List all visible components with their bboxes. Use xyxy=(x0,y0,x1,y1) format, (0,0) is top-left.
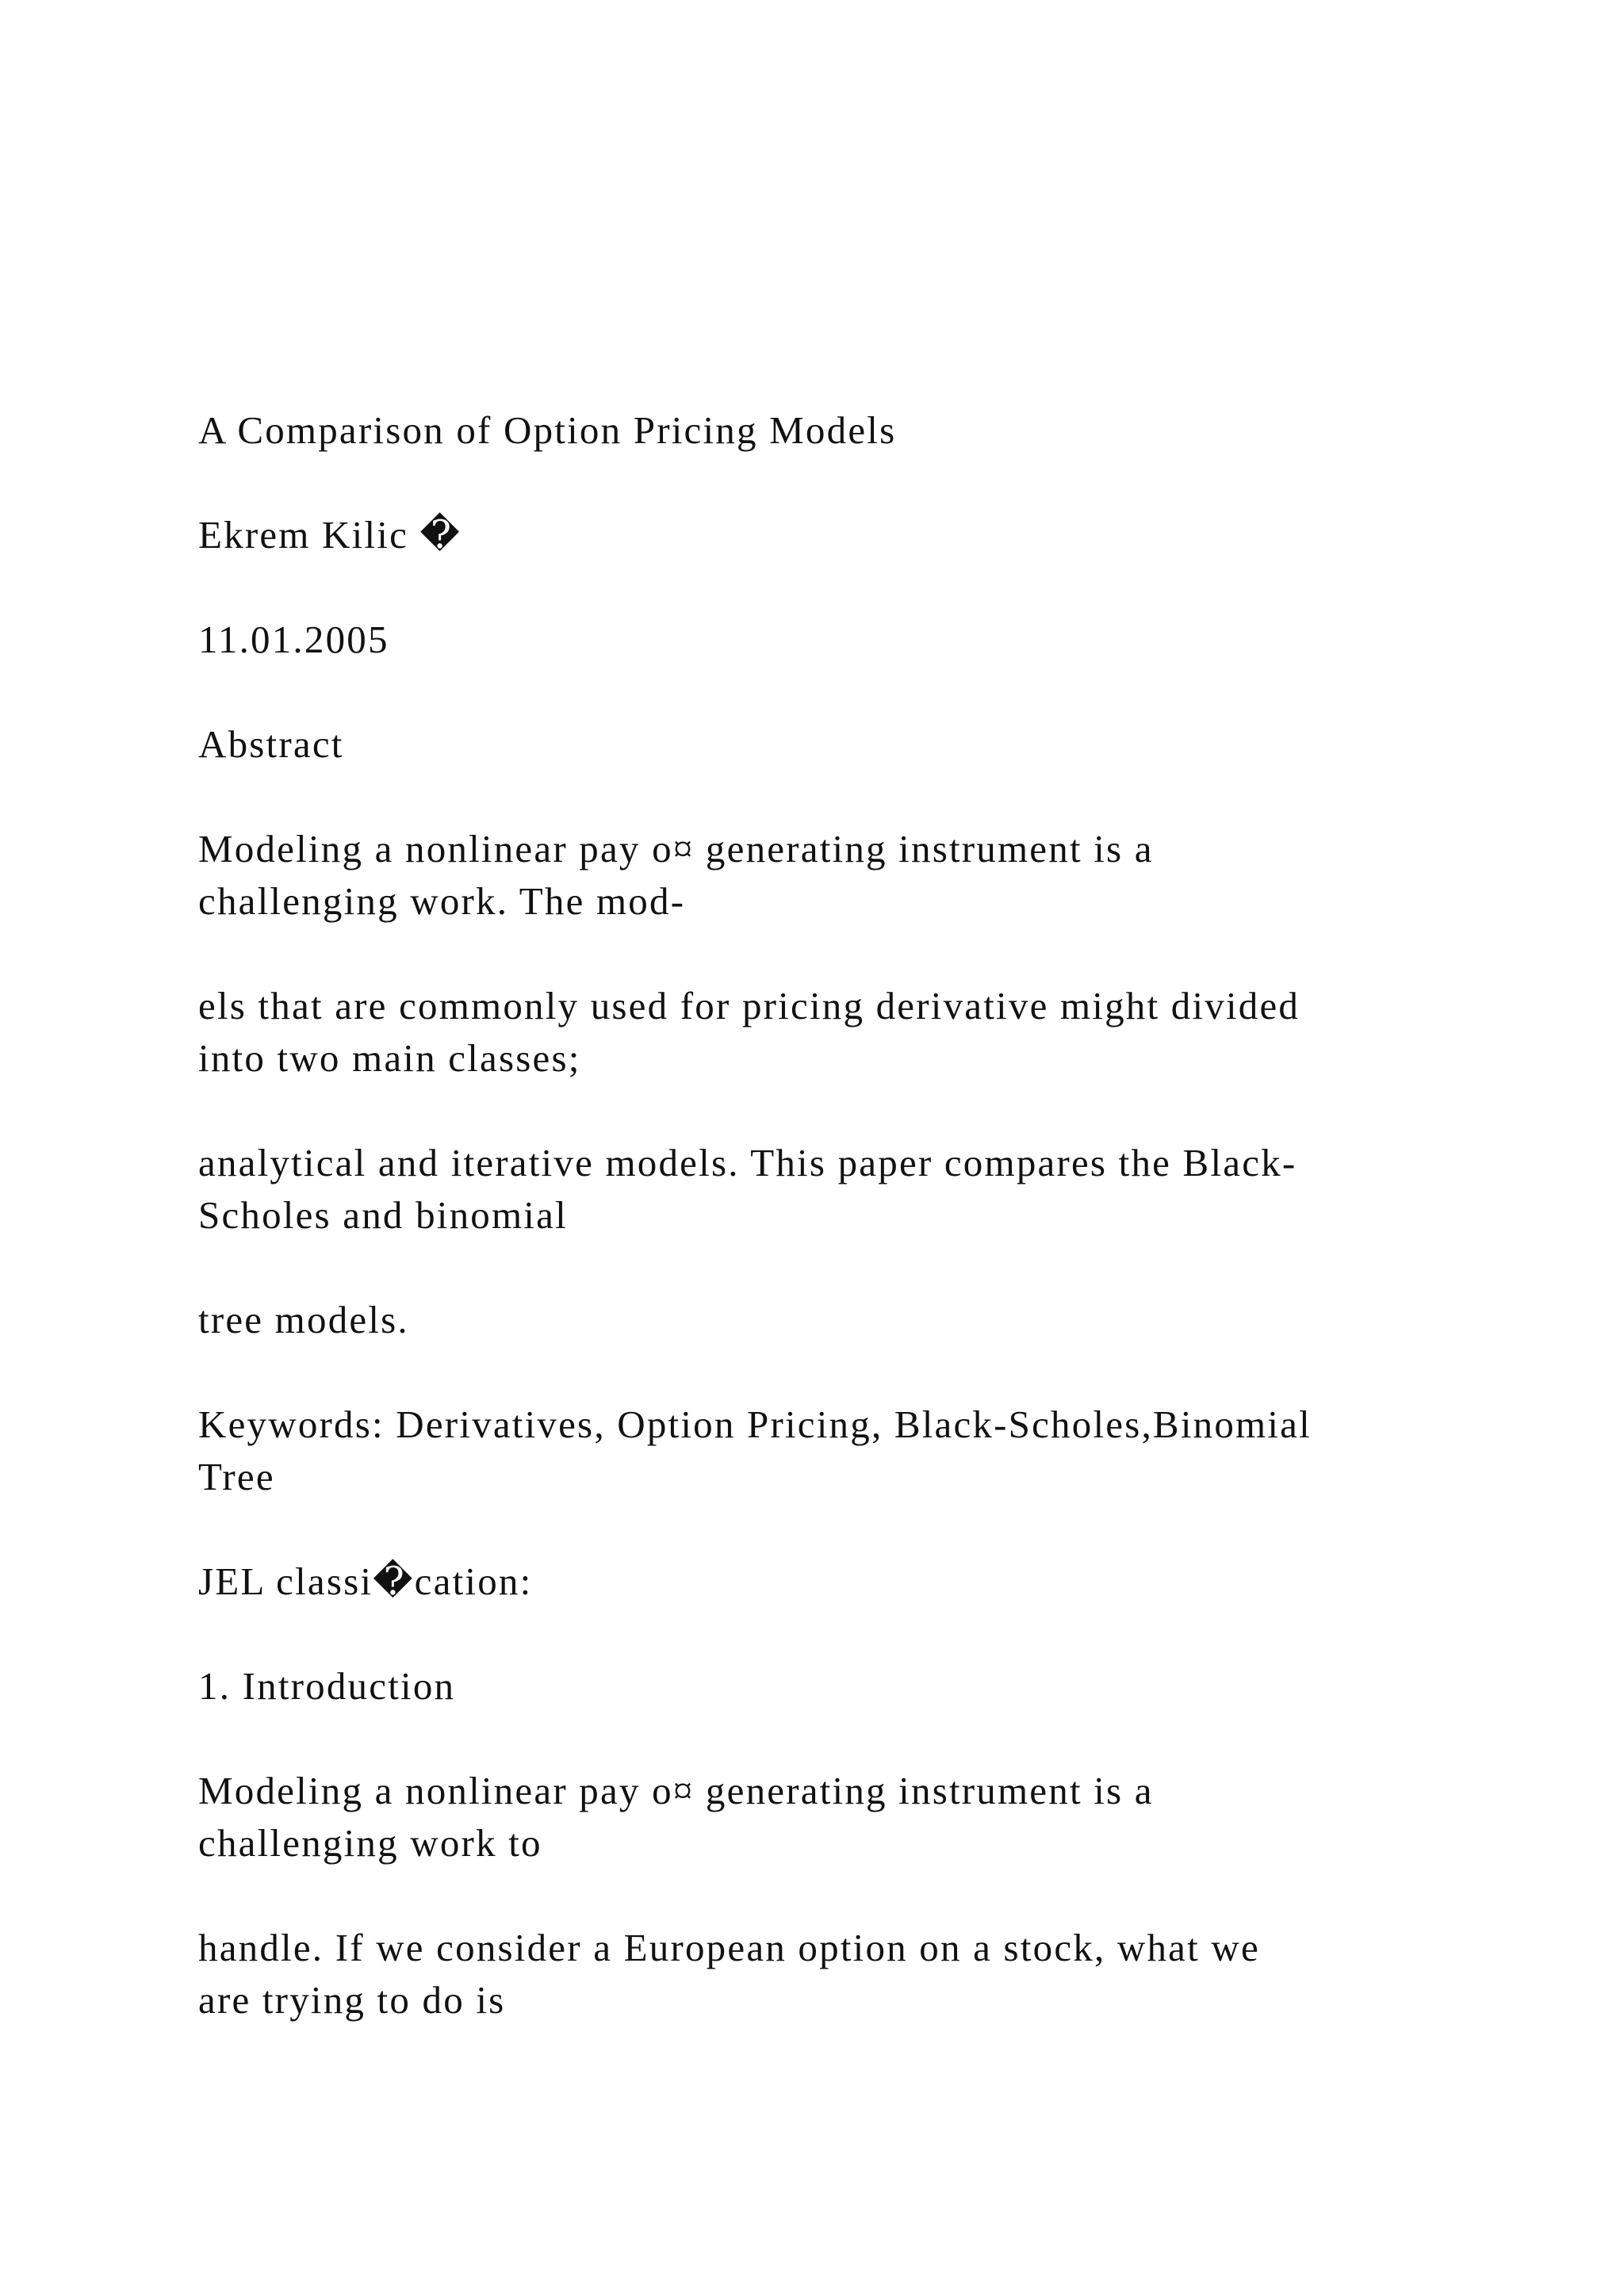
author-line xyxy=(198,509,1435,561)
text-line: into two main classes; xyxy=(198,1036,581,1080)
section-heading-introduction xyxy=(198,1660,1435,1712)
abstract-paragraph-2 xyxy=(198,980,1435,1085)
text-line: Modeling a nonlinear pay o¤ generating instrument is a xyxy=(198,1769,1154,1812)
text-line: are trying to do is xyxy=(198,1978,506,2022)
text-line: challenging work to xyxy=(198,1821,542,1865)
text-line: handle. If we consider a European option on a stock, what we xyxy=(198,1926,1260,1969)
section-heading-text: 1. Introduction xyxy=(198,1664,456,1708)
paper-title xyxy=(198,404,1435,457)
author-name: Ekrem Kilic � xyxy=(198,513,462,557)
keywords xyxy=(198,1399,1435,1503)
abstract-paragraph-3 xyxy=(198,1137,1435,1242)
jel-classification xyxy=(198,1556,1435,1608)
paper-title-text: A Comparison of Option Pricing Models xyxy=(198,408,897,452)
date-text: 11.01.2005 xyxy=(198,618,389,661)
text-line: challenging work. The mod- xyxy=(198,879,686,923)
abstract-paragraph-1 xyxy=(198,823,1435,928)
text-line: Modeling a nonlinear pay o¤ generating instrument is a xyxy=(198,827,1154,871)
text-line: Tree xyxy=(198,1455,275,1498)
abstract-heading-text: Abstract xyxy=(198,722,344,766)
text-line: JEL classi�cation: xyxy=(198,1559,533,1603)
abstract-heading xyxy=(198,718,1435,771)
text-line: els that are commonly used for pricing derivative might divided xyxy=(198,984,1300,1027)
text-line: analytical and iterative models. This paper compares the Black- xyxy=(198,1141,1297,1184)
date-line xyxy=(198,614,1435,666)
text-line: Keywords: Derivatives, Option Pricing, Black-Scholes,Binomial xyxy=(198,1402,1312,1446)
text-line: Scholes and binomial xyxy=(198,1193,568,1237)
abstract-paragraph-4 xyxy=(198,1294,1435,1346)
intro-paragraph-1 xyxy=(198,1765,1435,1869)
intro-paragraph-2 xyxy=(198,1922,1435,2026)
text-line: tree models. xyxy=(198,1298,409,1341)
